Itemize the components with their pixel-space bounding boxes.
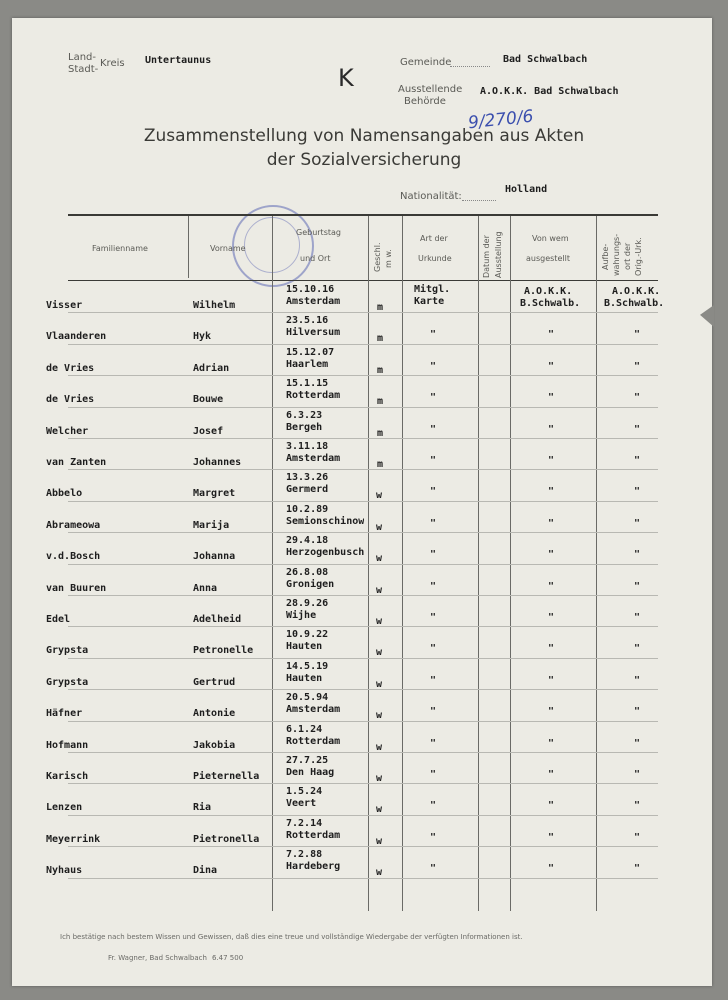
ditto-mark: " — [548, 455, 555, 466]
ditto-mark: " — [634, 737, 641, 749]
table-row-rule — [68, 721, 658, 722]
ditto-mark: " — [430, 423, 437, 435]
family-name: Häfner — [46, 708, 83, 720]
birth-place: Semionschinow — [286, 515, 365, 527]
kreis-label: Kreis — [100, 58, 125, 69]
table-row-rule — [68, 595, 658, 596]
family-name: Welcher — [46, 425, 89, 437]
sex: m — [377, 364, 384, 376]
ausstellende-label: Ausstellende — [398, 84, 463, 95]
birth-date: 6.1.24 — [286, 723, 323, 735]
sex: m — [377, 396, 384, 408]
ditto-mark: " — [634, 643, 641, 655]
ditto-mark: " — [548, 486, 555, 498]
ditto-mark: " — [430, 800, 437, 812]
ditto-mark: " — [548, 863, 555, 875]
birth-place: Rotterdam — [286, 390, 341, 402]
ditto-mark: " — [430, 549, 437, 561]
land-label: Land- — [68, 52, 96, 63]
ditto-mark: " — [634, 517, 641, 529]
family-name: Edel — [46, 614, 71, 625]
birth-place: Hauten — [286, 641, 323, 653]
ditto-mark: " — [548, 423, 555, 435]
blue-annotation: 9/270/6 — [467, 106, 535, 134]
birth-date: 10.9.22 — [286, 629, 329, 641]
birth-date: 10.2.89 — [286, 503, 329, 515]
family-name: Vlaanderen — [46, 331, 107, 343]
first-name: Dina — [193, 865, 218, 877]
header-geschl: Geschl. — [373, 242, 382, 272]
behoerde-value: A.O.K.K. Bad Schwalbach — [480, 86, 619, 97]
table-row-rule — [68, 344, 658, 345]
ditto-mark: " — [634, 549, 641, 561]
table-top-rule — [68, 214, 658, 216]
table-row-rule — [68, 689, 658, 690]
ditto-mark: " — [430, 329, 437, 341]
header-ausstellung: Ausstellung — [494, 231, 503, 278]
sex: w — [376, 553, 383, 565]
header-mw: m w. — [384, 249, 393, 268]
first-name: Margret — [193, 488, 236, 500]
sex: w — [376, 678, 383, 690]
family-name: Karisch — [46, 771, 89, 782]
ditto-mark: " — [634, 863, 641, 875]
birth-place: Hilversum — [286, 327, 341, 339]
family-name: Nyhaus — [46, 865, 83, 877]
birth-date: 13.3.26 — [286, 472, 329, 484]
birth-place: Hardeberg — [286, 861, 341, 873]
header-familienname: Familienname — [92, 244, 148, 253]
handwritten-k: K — [338, 64, 354, 92]
gemeinde-value: Bad Schwalbach — [503, 54, 588, 65]
birth-date: 15.1.15 — [286, 378, 329, 390]
ditto-mark: " — [634, 706, 641, 718]
birth-date: 29.4.18 — [286, 535, 329, 547]
table-row-rule — [68, 783, 658, 784]
ditto-mark: " — [430, 455, 437, 466]
first-name: Antonie — [193, 708, 236, 720]
ditto-mark: " — [634, 392, 641, 404]
sex: w — [376, 867, 383, 879]
sex: w — [376, 647, 383, 659]
print-code: 6.47 500 — [212, 954, 244, 962]
ditto-mark: " — [430, 580, 437, 592]
first-name: Marija — [193, 519, 230, 531]
document-type-2: Karte — [414, 296, 445, 307]
family-name: de Vries — [46, 362, 95, 374]
document-type: Mitgl. — [414, 284, 451, 295]
first-name: Josef — [193, 425, 224, 437]
sex: w — [376, 490, 383, 502]
sex: w — [376, 804, 383, 816]
issued-by-2: B.Schwalb. — [520, 298, 581, 309]
ditto-mark: " — [548, 517, 555, 529]
table-row-rule — [68, 564, 658, 565]
birth-place: Den Haag — [286, 767, 335, 778]
header-vorname: Vorname — [210, 244, 246, 253]
ditto-mark: " — [548, 831, 555, 843]
table-row-rule — [68, 532, 658, 533]
birth-date: 6.3.23 — [286, 409, 323, 421]
ditto-mark: " — [430, 360, 437, 372]
gemeinde-dots — [450, 66, 490, 67]
sex: w — [376, 773, 383, 784]
birth-place: Haarlem — [286, 358, 329, 370]
sex: m — [377, 427, 384, 439]
ditto-mark: " — [634, 769, 641, 780]
birth-place: Amsterdam — [286, 704, 341, 716]
table-row-rule — [68, 752, 658, 753]
sex: m — [377, 302, 384, 313]
family-name: van Zanten — [46, 457, 107, 468]
ditto-mark: " — [634, 360, 641, 372]
family-name: Visser — [46, 300, 83, 311]
document-title: Zusammenstellung von Namensangaben aus Akten — [143, 126, 585, 146]
family-name: Hofmann — [46, 739, 89, 751]
ditto-mark: " — [430, 486, 437, 498]
birth-place: Wijhe — [286, 610, 317, 621]
ditto-mark: " — [634, 674, 641, 686]
header-orig-urk: Orig.-Urk. — [634, 237, 643, 276]
birth-date: 20.5.94 — [286, 692, 329, 704]
ditto-mark: " — [430, 831, 437, 843]
header-datum-der: Datum der — [482, 235, 491, 278]
storage-location: A.O.K.K. — [612, 286, 661, 297]
header-ausgestellt: ausgestellt — [526, 254, 570, 263]
ditto-mark: " — [430, 517, 437, 529]
birth-date: 7.2.14 — [286, 817, 323, 829]
ditto-mark: " — [548, 360, 555, 372]
family-name: Lenzen — [46, 802, 83, 814]
table-row-rule — [68, 312, 658, 313]
birth-place: Hauten — [286, 672, 323, 684]
ditto-mark: " — [548, 737, 555, 749]
ditto-mark: " — [430, 769, 437, 780]
sex: m — [377, 459, 384, 470]
birth-place: Gronigen — [286, 578, 335, 590]
ditto-mark: " — [548, 392, 555, 404]
ditto-mark: " — [430, 706, 437, 718]
gemeinde-label: Gemeinde — [400, 57, 452, 68]
sex: w — [376, 521, 383, 533]
birth-date: 27.7.25 — [286, 755, 329, 766]
header-geburtstag: Geburtstag — [296, 228, 341, 237]
family-name: v.d.Bosch — [46, 551, 101, 563]
header-aufbe: Aufbe- — [601, 243, 610, 270]
ditto-mark: " — [634, 455, 641, 466]
ditto-mark: " — [548, 643, 555, 655]
birth-place: Veert — [286, 798, 317, 810]
header-von-wem: Von wem — [532, 234, 569, 243]
table-row-rule — [68, 438, 658, 439]
birth-place: Bergeh — [286, 421, 323, 433]
family-name: Abbelo — [46, 488, 83, 500]
table-row-rule — [68, 815, 658, 816]
first-name: Pieternella — [193, 771, 260, 782]
table-row-rule — [68, 878, 658, 879]
table-row-rule — [68, 407, 658, 408]
first-name: Hyk — [193, 331, 212, 343]
birth-place: Amsterdam — [286, 296, 341, 307]
ditto-mark: " — [548, 612, 555, 623]
first-name: Pietronella — [193, 833, 260, 845]
first-name: Jakobia — [193, 739, 236, 751]
ditto-mark: " — [430, 674, 437, 686]
sex: w — [376, 835, 383, 847]
document-subtitle: der Sozialversicherung — [266, 150, 462, 170]
birth-date: 3.11.18 — [286, 441, 329, 452]
issued-by: A.O.K.K. — [524, 286, 573, 297]
birth-date: 15.10.16 — [286, 284, 335, 295]
header-art-der: Art der — [420, 234, 448, 243]
header-und-ort: und Ort — [300, 254, 331, 263]
birth-date: 15.12.07 — [286, 346, 335, 358]
table-row-rule — [68, 501, 658, 502]
first-name: Anna — [193, 582, 218, 594]
first-name: Adelheid — [193, 614, 242, 625]
table-row-rule — [68, 626, 658, 627]
family-name: Meyerrink — [46, 833, 101, 845]
storage-location-2: B.Schwalb. — [604, 298, 665, 309]
birth-date: 28.9.26 — [286, 598, 329, 609]
table-header-rule — [68, 280, 658, 281]
family-name: Grypsta — [46, 676, 89, 688]
ditto-mark: " — [548, 674, 555, 686]
birth-place: Amsterdam — [286, 453, 341, 464]
header-wahrungs: wahrungs- — [612, 233, 621, 276]
first-name: Ria — [193, 802, 212, 814]
ditto-mark: " — [430, 643, 437, 655]
ditto-mark: " — [430, 737, 437, 749]
ditto-mark: " — [430, 612, 437, 623]
first-name: Gertrud — [193, 676, 236, 688]
col-divider-1 — [188, 216, 189, 278]
birth-date: 26.8.08 — [286, 566, 329, 578]
nationalitaet-label: Nationalität: — [400, 191, 462, 202]
family-name: de Vries — [46, 394, 95, 406]
kreis-value: Untertaunus — [145, 55, 212, 66]
family-name: Abrameowa — [46, 519, 101, 531]
ditto-mark: " — [548, 769, 555, 780]
sex: w — [376, 710, 383, 722]
ditto-mark: " — [634, 486, 641, 498]
first-name: Johannes — [193, 457, 242, 468]
birth-place: Rotterdam — [286, 829, 341, 841]
ditto-mark: " — [548, 580, 555, 592]
ditto-mark: " — [634, 800, 641, 812]
nationalitaet-value: Holland — [505, 184, 548, 195]
table-row-rule — [68, 469, 658, 470]
birth-date: 7.2.88 — [286, 849, 323, 861]
sex: w — [376, 616, 383, 627]
sex: w — [376, 741, 383, 753]
first-name: Bouwe — [193, 394, 224, 406]
stadt-label: Stadt- — [68, 64, 99, 75]
ditto-mark: " — [634, 831, 641, 843]
birth-place: Germerd — [286, 484, 329, 496]
first-name: Petronelle — [193, 645, 254, 657]
printer-text: Fr. Wagner, Bad Schwalbach — [108, 954, 207, 962]
ditto-mark: " — [634, 580, 641, 592]
birth-date: 1.5.24 — [286, 786, 323, 798]
birth-date: 14.5.19 — [286, 660, 329, 672]
behoerde-label: Behörde — [404, 96, 446, 107]
ditto-mark: " — [430, 863, 437, 875]
ditto-mark: " — [548, 549, 555, 561]
table-row-rule — [68, 846, 658, 847]
ditto-mark: " — [548, 329, 555, 341]
birth-date: 23.5.16 — [286, 315, 329, 327]
sex: w — [376, 584, 383, 596]
sex: m — [377, 333, 384, 345]
table-row-rule — [68, 658, 658, 659]
header-urkunde: Urkunde — [418, 254, 452, 263]
family-name: van Buuren — [46, 582, 107, 594]
birth-place: Rotterdam — [286, 735, 341, 747]
first-name: Wilhelm — [193, 300, 236, 311]
table-row-rule — [68, 375, 658, 376]
first-name: Adrian — [193, 362, 230, 374]
family-name: Grypsta — [46, 645, 89, 657]
ditto-mark: " — [430, 392, 437, 404]
confirmation-text: Ich bestätige nach bestem Wissen und Gewissen, daß dies eine treue und vollständige Wiedergabe der verfügten Informationen ist. — [60, 933, 523, 941]
header-ort-der: ort der — [623, 242, 632, 270]
ditto-mark: " — [634, 329, 641, 341]
ditto-mark: " — [548, 706, 555, 718]
first-name: Johanna — [193, 551, 236, 563]
nationalitaet-dots — [462, 200, 496, 201]
ditto-mark: " — [634, 612, 641, 623]
ditto-mark: " — [634, 423, 641, 435]
birth-place: Herzogenbusch — [286, 547, 365, 559]
ditto-mark: " — [548, 800, 555, 812]
